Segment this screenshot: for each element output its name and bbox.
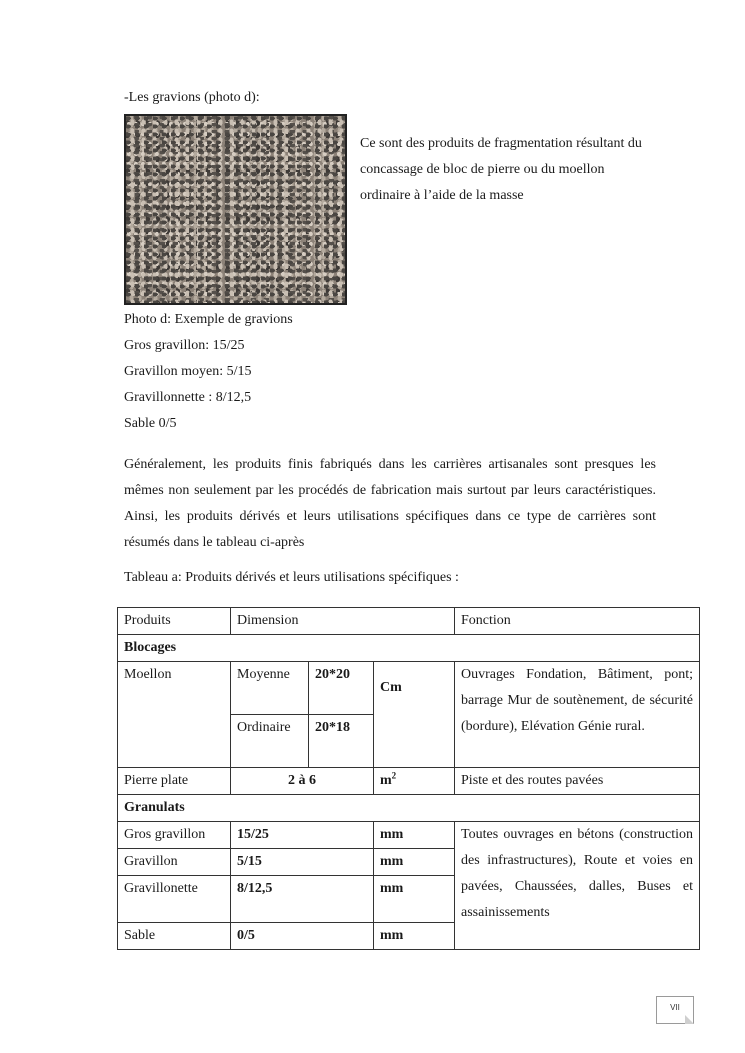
size-line-sable: Sable 0/5 [124, 416, 177, 431]
moellon-fonction: Ouvrages Fondation, Bâtiment, pont; barrage Mur de soutènement, de sécurité (bordure), Elévation Génie rural. [455, 662, 700, 768]
pierre-plate-fonction: Piste et des routes pavées [455, 768, 700, 795]
product-sable: Sable [118, 923, 231, 950]
header-dimension: Dimension [231, 608, 455, 635]
moellon-unit: Cm [374, 662, 455, 768]
gravillon-unit: mm [374, 849, 455, 876]
product-pierre-plate: Pierre plate [118, 768, 231, 795]
moellon-ordinaire-value: 20*18 [309, 715, 374, 768]
product-gravillon: Gravillon [118, 849, 231, 876]
table-row [118, 768, 700, 795]
table-row [118, 822, 700, 849]
header-produits: Produits [118, 608, 231, 635]
product-moellon: Moellon [118, 662, 231, 768]
pierre-plate-unit-exp: 2 [391, 770, 397, 781]
products-table [117, 607, 700, 950]
sable-value: 0/5 [231, 923, 374, 950]
photo-description: Ce sont des produits de fragmentation résultant du concassage de bloc de pierre ou du moellon ordinaire à l’aide de la masse [360, 136, 642, 203]
photo-caption: Photo d: Exemple de gravions [124, 312, 293, 327]
page-number: VII [670, 1003, 680, 1012]
table-header-row [118, 608, 700, 635]
gravillon-value: 5/15 [231, 849, 374, 876]
size-line-gros-gravillon: Gros gravillon: 15/25 [124, 338, 245, 353]
moellon-moyenne-value: 20*20 [309, 662, 374, 715]
section-blocages: Blocages [118, 635, 700, 662]
page-number-badge [656, 996, 694, 1024]
granulats-fonction: Toutes ouvrages en bétons (construction des infrastructures), Route et voies en pavées, Chaussées, dalles, Buses et assainissements [455, 822, 700, 950]
table-section-row [118, 635, 700, 662]
table-caption: Tableau a: Produits dérivés et leurs utilisations spécifiques : [124, 570, 459, 585]
gravillonette-value: 8/12,5 [231, 876, 374, 923]
body-paragraph: Généralement, les produits finis fabriqués dans les carrières artisanales sont presques les mêmes non seulement par les procédés de fabrication mais surtout par leurs caractéristiques. Ainsi, les produits dérivés et leurs utilisations spécifiques dans ce type de carrières sont résumés dans le tableau ci-après [124, 457, 656, 550]
gros-gravillon-value: 15/25 [231, 822, 374, 849]
gravillonette-unit: mm [374, 876, 455, 923]
table-section-row [118, 795, 700, 822]
product-gros-gravillon: Gros gravillon [118, 822, 231, 849]
moellon-ordinaire-label: Ordinaire [231, 715, 309, 768]
page-fold-icon [685, 1015, 694, 1024]
gravel-photo [124, 114, 347, 305]
size-line-gravillon-moyen: Gravillon moyen: 5/15 [124, 364, 252, 379]
table-row [118, 662, 700, 715]
size-line-gravillonnette: Gravillonnette : 8/12,5 [124, 390, 252, 405]
pierre-plate-unit-base: m [380, 773, 392, 788]
pierre-plate-unit [374, 768, 455, 795]
section-granulats: Granulats [118, 795, 700, 822]
moellon-moyenne-label: Moyenne [231, 662, 309, 715]
section-title: -Les gravions (photo d): [124, 90, 260, 105]
pierre-plate-value: 2 à 6 [231, 768, 374, 795]
product-gravillonette: Gravillonette [118, 876, 231, 923]
gros-gravillon-unit: mm [374, 822, 455, 849]
sable-unit: mm [374, 923, 455, 950]
header-fonction: Fonction [455, 608, 700, 635]
